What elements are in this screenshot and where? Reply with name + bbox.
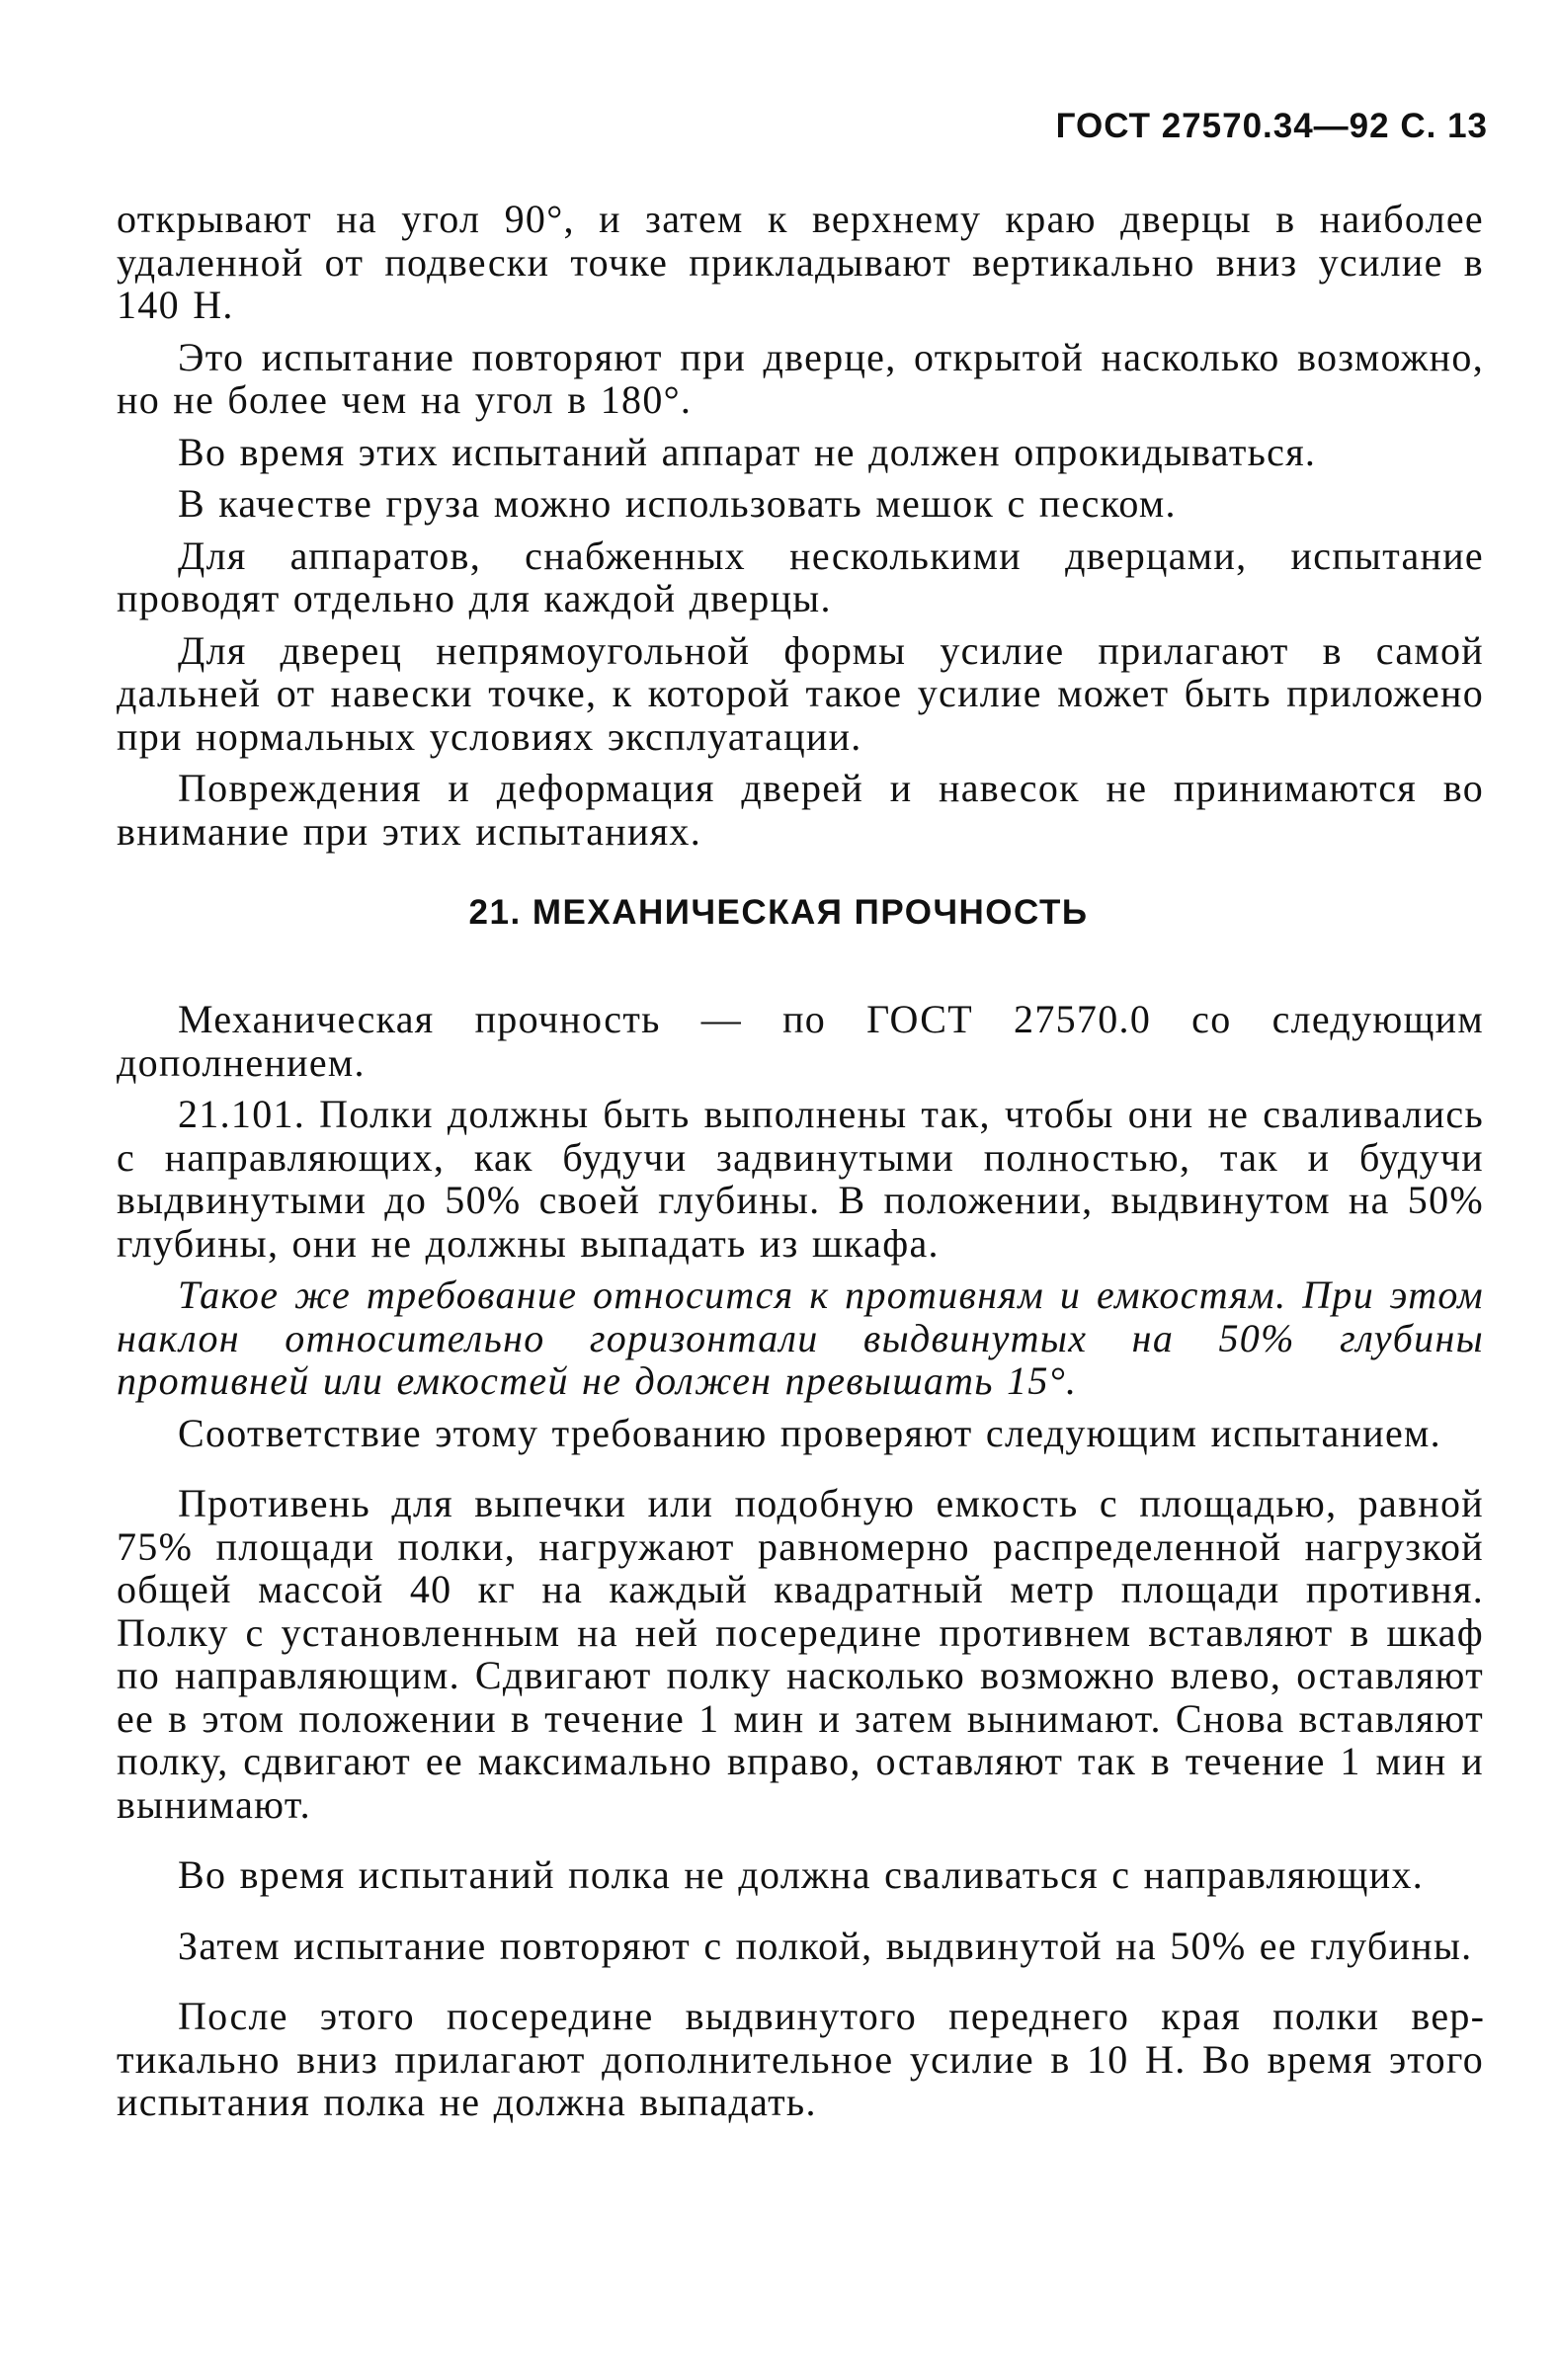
paragraph: Во время этих испытаний аппарат не должен опрокидываться.: [178, 429, 1317, 474]
paragraph: После этого посередине выдвинутого переднего края полки вертикально вниз прилагают дополнительное усилие в 10 Н. Во время этого испытания полка не должна выпадать.: [117, 1994, 1484, 2124]
clause-paragraph: 21.101. Полки должны быть выполнены так, чтобы они не сваливались с направляющих, как будучи задвинутыми полностью, так и будучи выдвинутыми до 50% своей глубины. В положении, выдвинутом на 50% глубины, они не должны выпадать из шкафа.: [117, 1092, 1484, 1266]
text-block-before-section: [117, 198, 1484, 862]
paragraph: Повреждения и деформация дверей и навесок не принимаются во внимание при этих испытаниях.: [117, 766, 1484, 854]
paragraph-continuation: открывают на угол 90°, и затем к верхнему краю дверцы в наиболее удаленной от подвески точке прикладывают вертикально вниз усилие в 140 Н.: [117, 197, 1484, 327]
paragraph: Соответствие этому требованию проверяют следующим испытанием.: [178, 1410, 1441, 1455]
text-block-after-section: [117, 998, 1484, 2133]
running-header: ГОСТ 27570.34—92 С. 13: [1055, 107, 1488, 145]
italic-note-paragraph: Такое же требование относится к противням и емкостям. При этом наклон относительно горизонтали выдвинутых на 50% глубины противней или емкостей не должен превышать 15°.: [117, 1272, 1484, 1403]
paragraph: Механическая прочность — по ГОСТ 27570.0 со следующим дополнением.: [117, 997, 1484, 1085]
paragraph: Это испытание повторяют при дверце, открытой насколько возможно, но не более чем на угол в 180°.: [117, 334, 1484, 422]
section-heading: 21. МЕХАНИЧЕСКАЯ ПРОЧНОСТЬ: [468, 893, 1089, 932]
paragraph: Для дверец непрямоугольной формы усилие прилагают в самой дальней от навески точке, к которой такое усилие может быть приложено при нормальных условиях эксплуатации.: [117, 627, 1484, 759]
paragraph: Для аппаратов, снабженных несколькими дверцами, испытание проводят отдельно для каждой дверцы.: [117, 533, 1484, 620]
paragraph: Противень для выпечки или подобную емкость с площадью, равной 75% площади полки, нагружают равномерно распределенной нагрузкой общей массой 40 кг на каждый квадратный метр площади противня. Полку с установленным на ней посередине противнем вставляют в шкаф по направляющим. Сдвигают полку насколько возможно влево, оставляют ее в этом положении в течение 1 мин и затем вынимают. Снова вставляют полку, сдвигают ее максимально вправо, оставляют так в течение 1 мин и вынимают.: [117, 1481, 1484, 1827]
paragraph: Затем испытание повторяют с полкой, выдвинутой на 50% ее глубины.: [178, 1923, 1473, 1968]
paragraph: Во время испытаний полка не должна сваливаться с направляющих.: [178, 1852, 1425, 1897]
paragraph: В качестве груза можно использовать мешок с песком.: [178, 481, 1177, 526]
